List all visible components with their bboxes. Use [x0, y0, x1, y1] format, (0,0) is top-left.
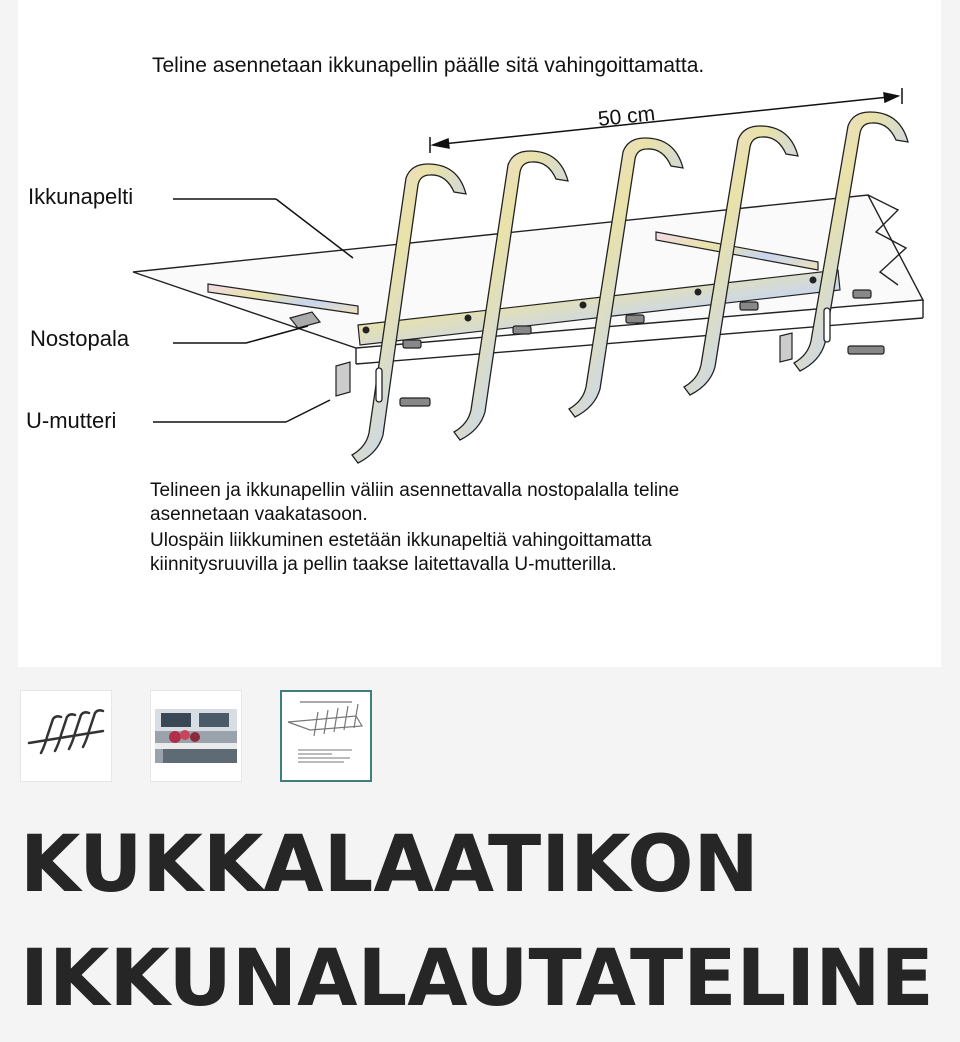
caption-bottom-line-4: kiinnitysruuvilla ja pellin taakse laitettavalla U-mutterilla. — [150, 554, 617, 575]
main-product-image[interactable] — [18, 0, 941, 667]
caption-bottom-line-2: asennetaan vaakatasoon. — [150, 504, 368, 525]
label-nostopala: Nostopala — [30, 326, 130, 351]
product-title-line-1: KUKKALAATIKON — [20, 820, 759, 910]
thumbnail-rack-product[interactable] — [20, 690, 112, 782]
caption-bottom-line-3: Ulospäin liikkuminen estetään ikkunapeltiä vahingoittamatta — [150, 530, 652, 551]
caption-bottom-line-1: Telineen ja ikkunapellin väliin asennettavalla nostopalalla teline — [150, 480, 680, 501]
product-title-line-2: IKKUNALAUTATELINE — [20, 934, 934, 1024]
rack-product-image — [21, 691, 111, 781]
product-title — [20, 808, 940, 1036]
thumbnail-window-flowers[interactable] — [150, 690, 242, 782]
installation-diagram — [18, 0, 941, 667]
label-u-mutteri: U-mutteri — [26, 408, 117, 433]
thumbnail-installation-diagram[interactable] — [280, 690, 372, 782]
caption-top: Teline asennetaan ikkunapellin päälle sitä vahingoittamatta. — [152, 54, 705, 77]
dimension-label: 50 cm — [596, 102, 657, 132]
label-ikkunapelti: Ikkunapelti — [28, 184, 134, 209]
installation-diagram-thumbnail — [282, 692, 370, 780]
window-flowers-photo — [151, 691, 241, 781]
